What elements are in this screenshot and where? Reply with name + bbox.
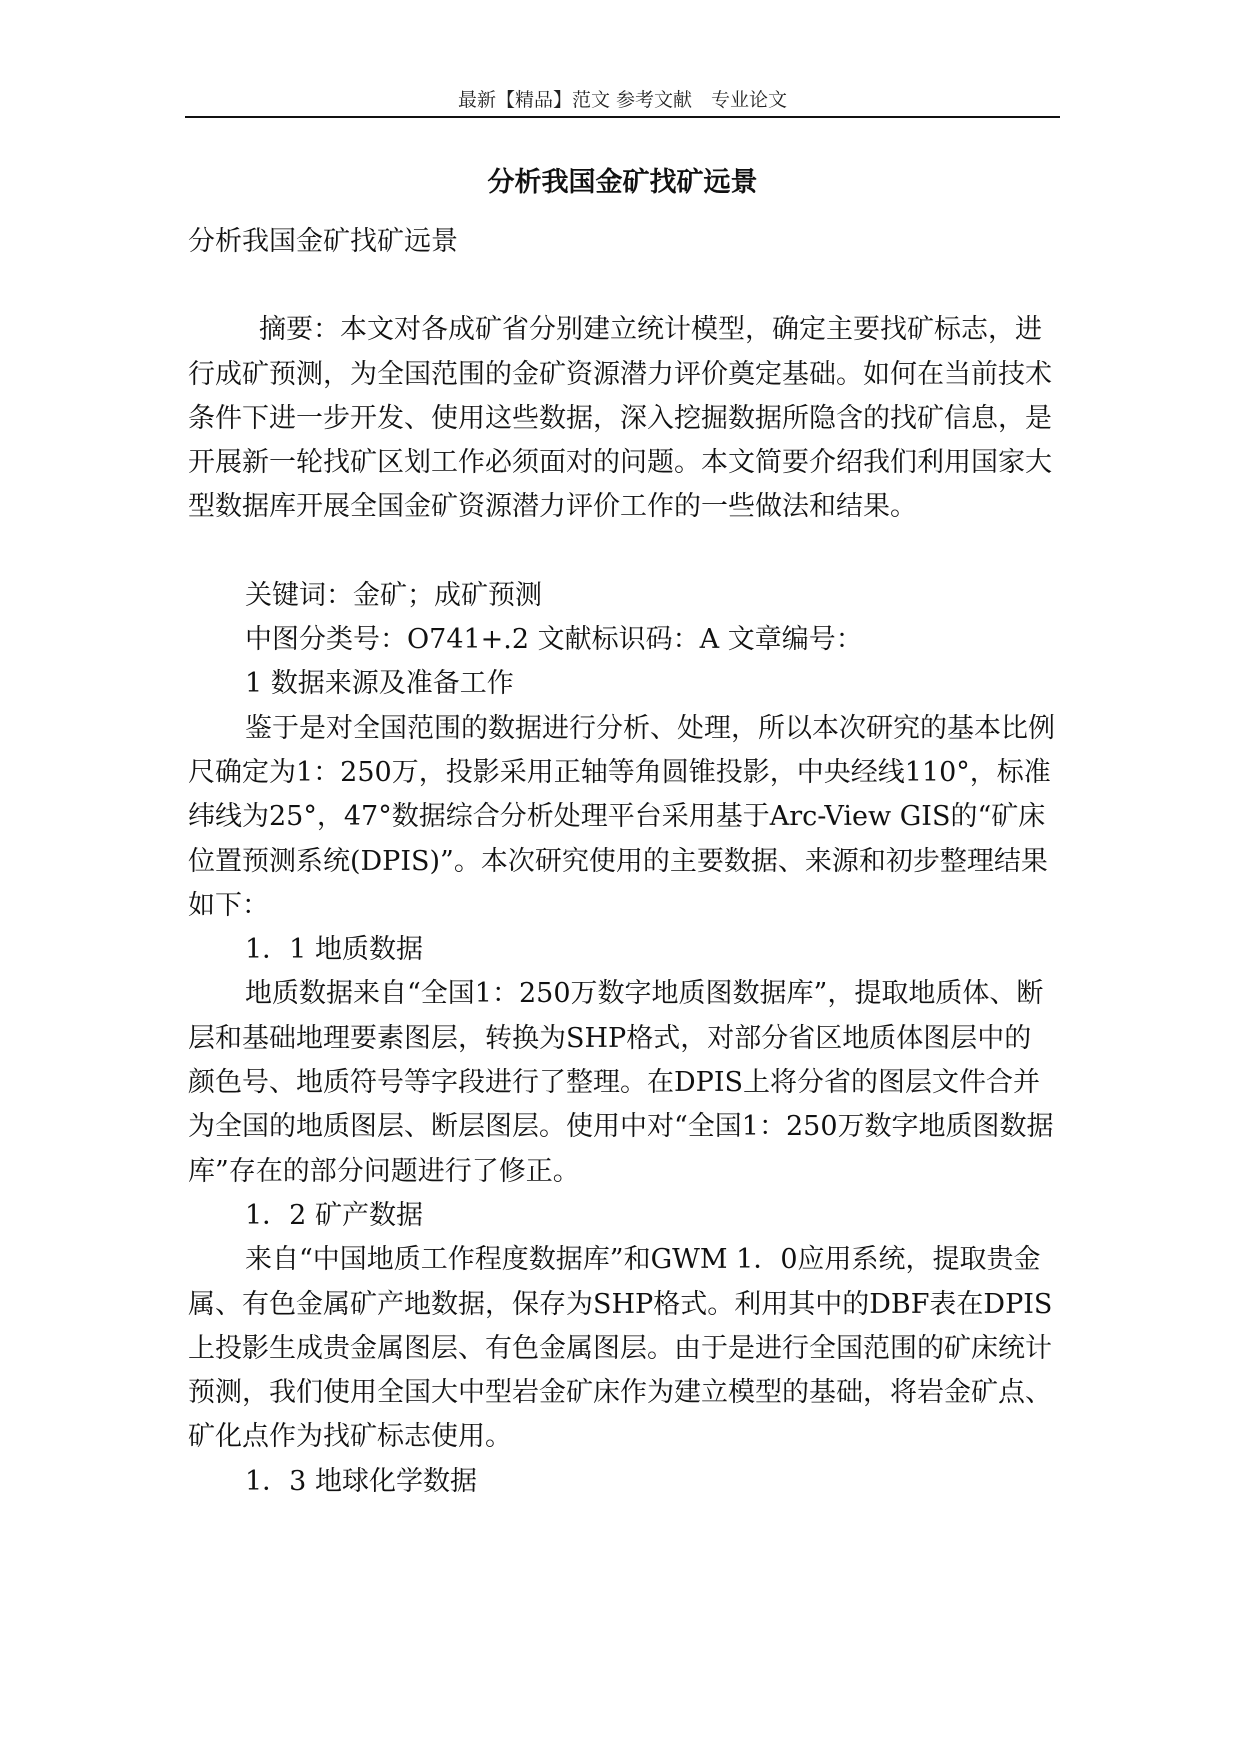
header-rule	[185, 116, 1060, 118]
body-paragraph: 鉴于是对全国范围的数据进行分析、处理，所以本次研究的基本比例尺确定为1：250万，投影采用正轴等角圆锥投影，中央经线110°，标准纬线为25°，47°数据综合分析处理平台采用基于Arc-View GIS的“矿床位置预测系统(DPIS)”。本次研究使用的主要数据、来源和初步整理结果如下：	[188, 712, 1055, 921]
subsection-heading: 1．3 地球化学数据	[245, 1465, 477, 1497]
body-paragraph: 地质数据来自“全国1：250万数字地质图数据库”，提取地质体、断层和基础地理要素图层，转换为SHP格式，对部分省区地质体图层中的颜色号、地质符号等字段进行了整理。在DPIS上将分省的图层文件合并为全国的地质图层、断层图层。使用中对“全国1：250万数字地质图数据库”存在的部分问题进行了修正。	[188, 978, 1054, 1187]
body-paragraph: 来自“中国地质工作程度数据库”和GWM 1．0应用系统，提取贵金属、有色金属矿产地数据，保存为SHP格式。利用其中的DBF表在DPIS上投影生成贵金属图层、有色金属图层。由于是进行全国范围的矿床统计预测，我们使用全国大中型岩金矿床作为建立模型的基础，将岩金矿点、矿化点作为找矿标志使用。	[188, 1244, 1053, 1453]
classification-paragraph: 中图分类号：O741+.2 文献标识码：A 文章编号：	[245, 624, 863, 656]
section-heading: 1 数据来源及准备工作	[245, 668, 514, 700]
keywords-paragraph: 关键词：金矿；成矿预测	[245, 579, 542, 611]
subsection-heading: 1．2 矿产数据	[245, 1199, 423, 1231]
subtitle-paragraph: 分析我国金矿找矿远景	[188, 226, 458, 257]
running-header: 最新【精品】范文 参考文献 专业论文	[457, 89, 788, 111]
subsection-heading: 1．1 地质数据	[245, 934, 423, 966]
abstract-paragraph: 摘要：本文对各成矿省分别建立统计模型，确定主要找矿标志，进行成矿预测，为全国范围的金矿资源潜力评价奠定基础。如何在当前技术条件下进一步开发、使用这些数据，深入挖掘数据所隐含的找矿信息，是开展新一轮找矿区划工作必须面对的问题。本文简要介绍我们利用国家大型数据库开展全国金矿资源潜力评价工作的一些做法和结果。	[188, 314, 1052, 523]
spacer	[188, 264, 1058, 308]
spacer	[188, 530, 1058, 574]
document-body	[188, 220, 1058, 1504]
document-title: 分析我国金矿找矿远景	[487, 167, 758, 198]
